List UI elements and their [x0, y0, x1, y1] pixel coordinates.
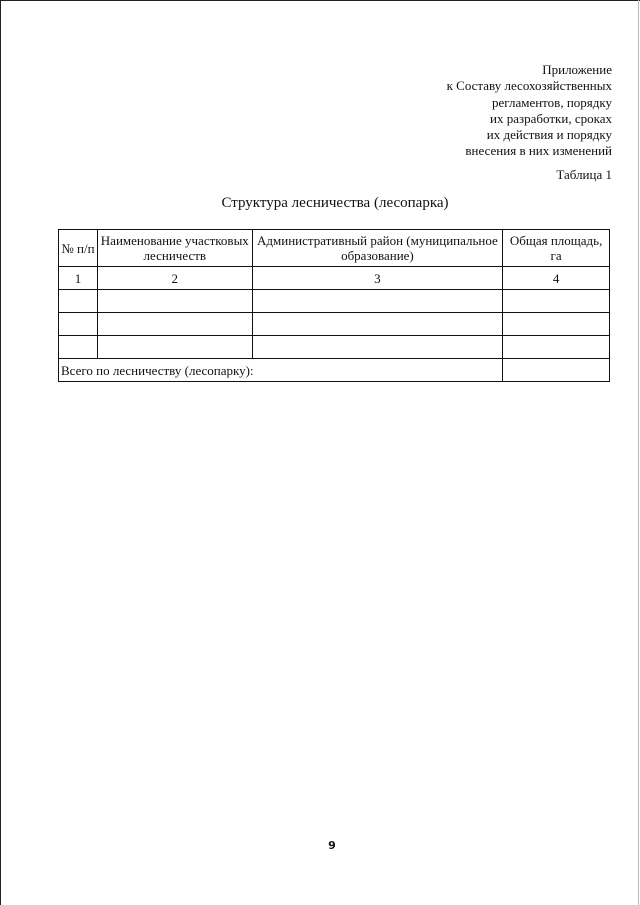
table-row — [59, 336, 610, 359]
page-edge-left — [0, 0, 1, 905]
table-cell — [59, 313, 98, 336]
column-number-cell: 2 — [97, 267, 252, 290]
appendix-line: к Составу лесохозяйственных — [446, 78, 612, 94]
table-total-row — [59, 359, 610, 382]
column-number-cell: 3 — [252, 267, 503, 290]
table-cell — [59, 290, 98, 313]
header-cell-district: Административный район (муниципальное образование) — [252, 230, 503, 267]
table-cell — [97, 336, 252, 359]
appendix-line: регламентов, порядку — [492, 94, 612, 110]
table-cell — [97, 290, 252, 313]
appendix-block — [352, 62, 612, 160]
table-cell — [503, 290, 610, 313]
appendix-line: их действия и порядку — [486, 127, 612, 143]
page-edge-top — [0, 0, 640, 1]
table-row — [59, 290, 610, 313]
table-row — [59, 313, 610, 336]
forestry-structure-table — [58, 229, 610, 382]
column-number-cell: 1 — [59, 267, 98, 290]
appendix-line: внесения в них изменений — [465, 143, 612, 159]
table-cell — [59, 336, 98, 359]
table-cell — [97, 313, 252, 336]
column-number-row — [59, 267, 610, 290]
table-header-row — [59, 230, 610, 267]
appendix-line: Приложение — [542, 62, 612, 77]
total-value-cell — [503, 359, 610, 382]
table-cell — [503, 336, 610, 359]
page-number: 9 — [328, 839, 336, 852]
table-cell — [503, 313, 610, 336]
header-cell-forestry-name: Наименование участковых лесничеств — [97, 230, 252, 267]
column-number-cell: 4 — [503, 267, 610, 290]
table-cell — [252, 313, 503, 336]
table-number: Таблица 1 — [556, 167, 612, 182]
table-cell — [252, 290, 503, 313]
appendix-line: их разработки, сроках — [490, 110, 612, 126]
total-label: Всего по лесничеству (лесопарку): — [59, 359, 503, 382]
header-cell-number: № п/п — [59, 230, 98, 267]
page-edge-right — [638, 0, 639, 905]
document-title: Структура лесничества (лесопарка) — [221, 195, 449, 211]
table-cell — [252, 336, 503, 359]
header-cell-area: Общая площадь, га — [503, 230, 610, 267]
